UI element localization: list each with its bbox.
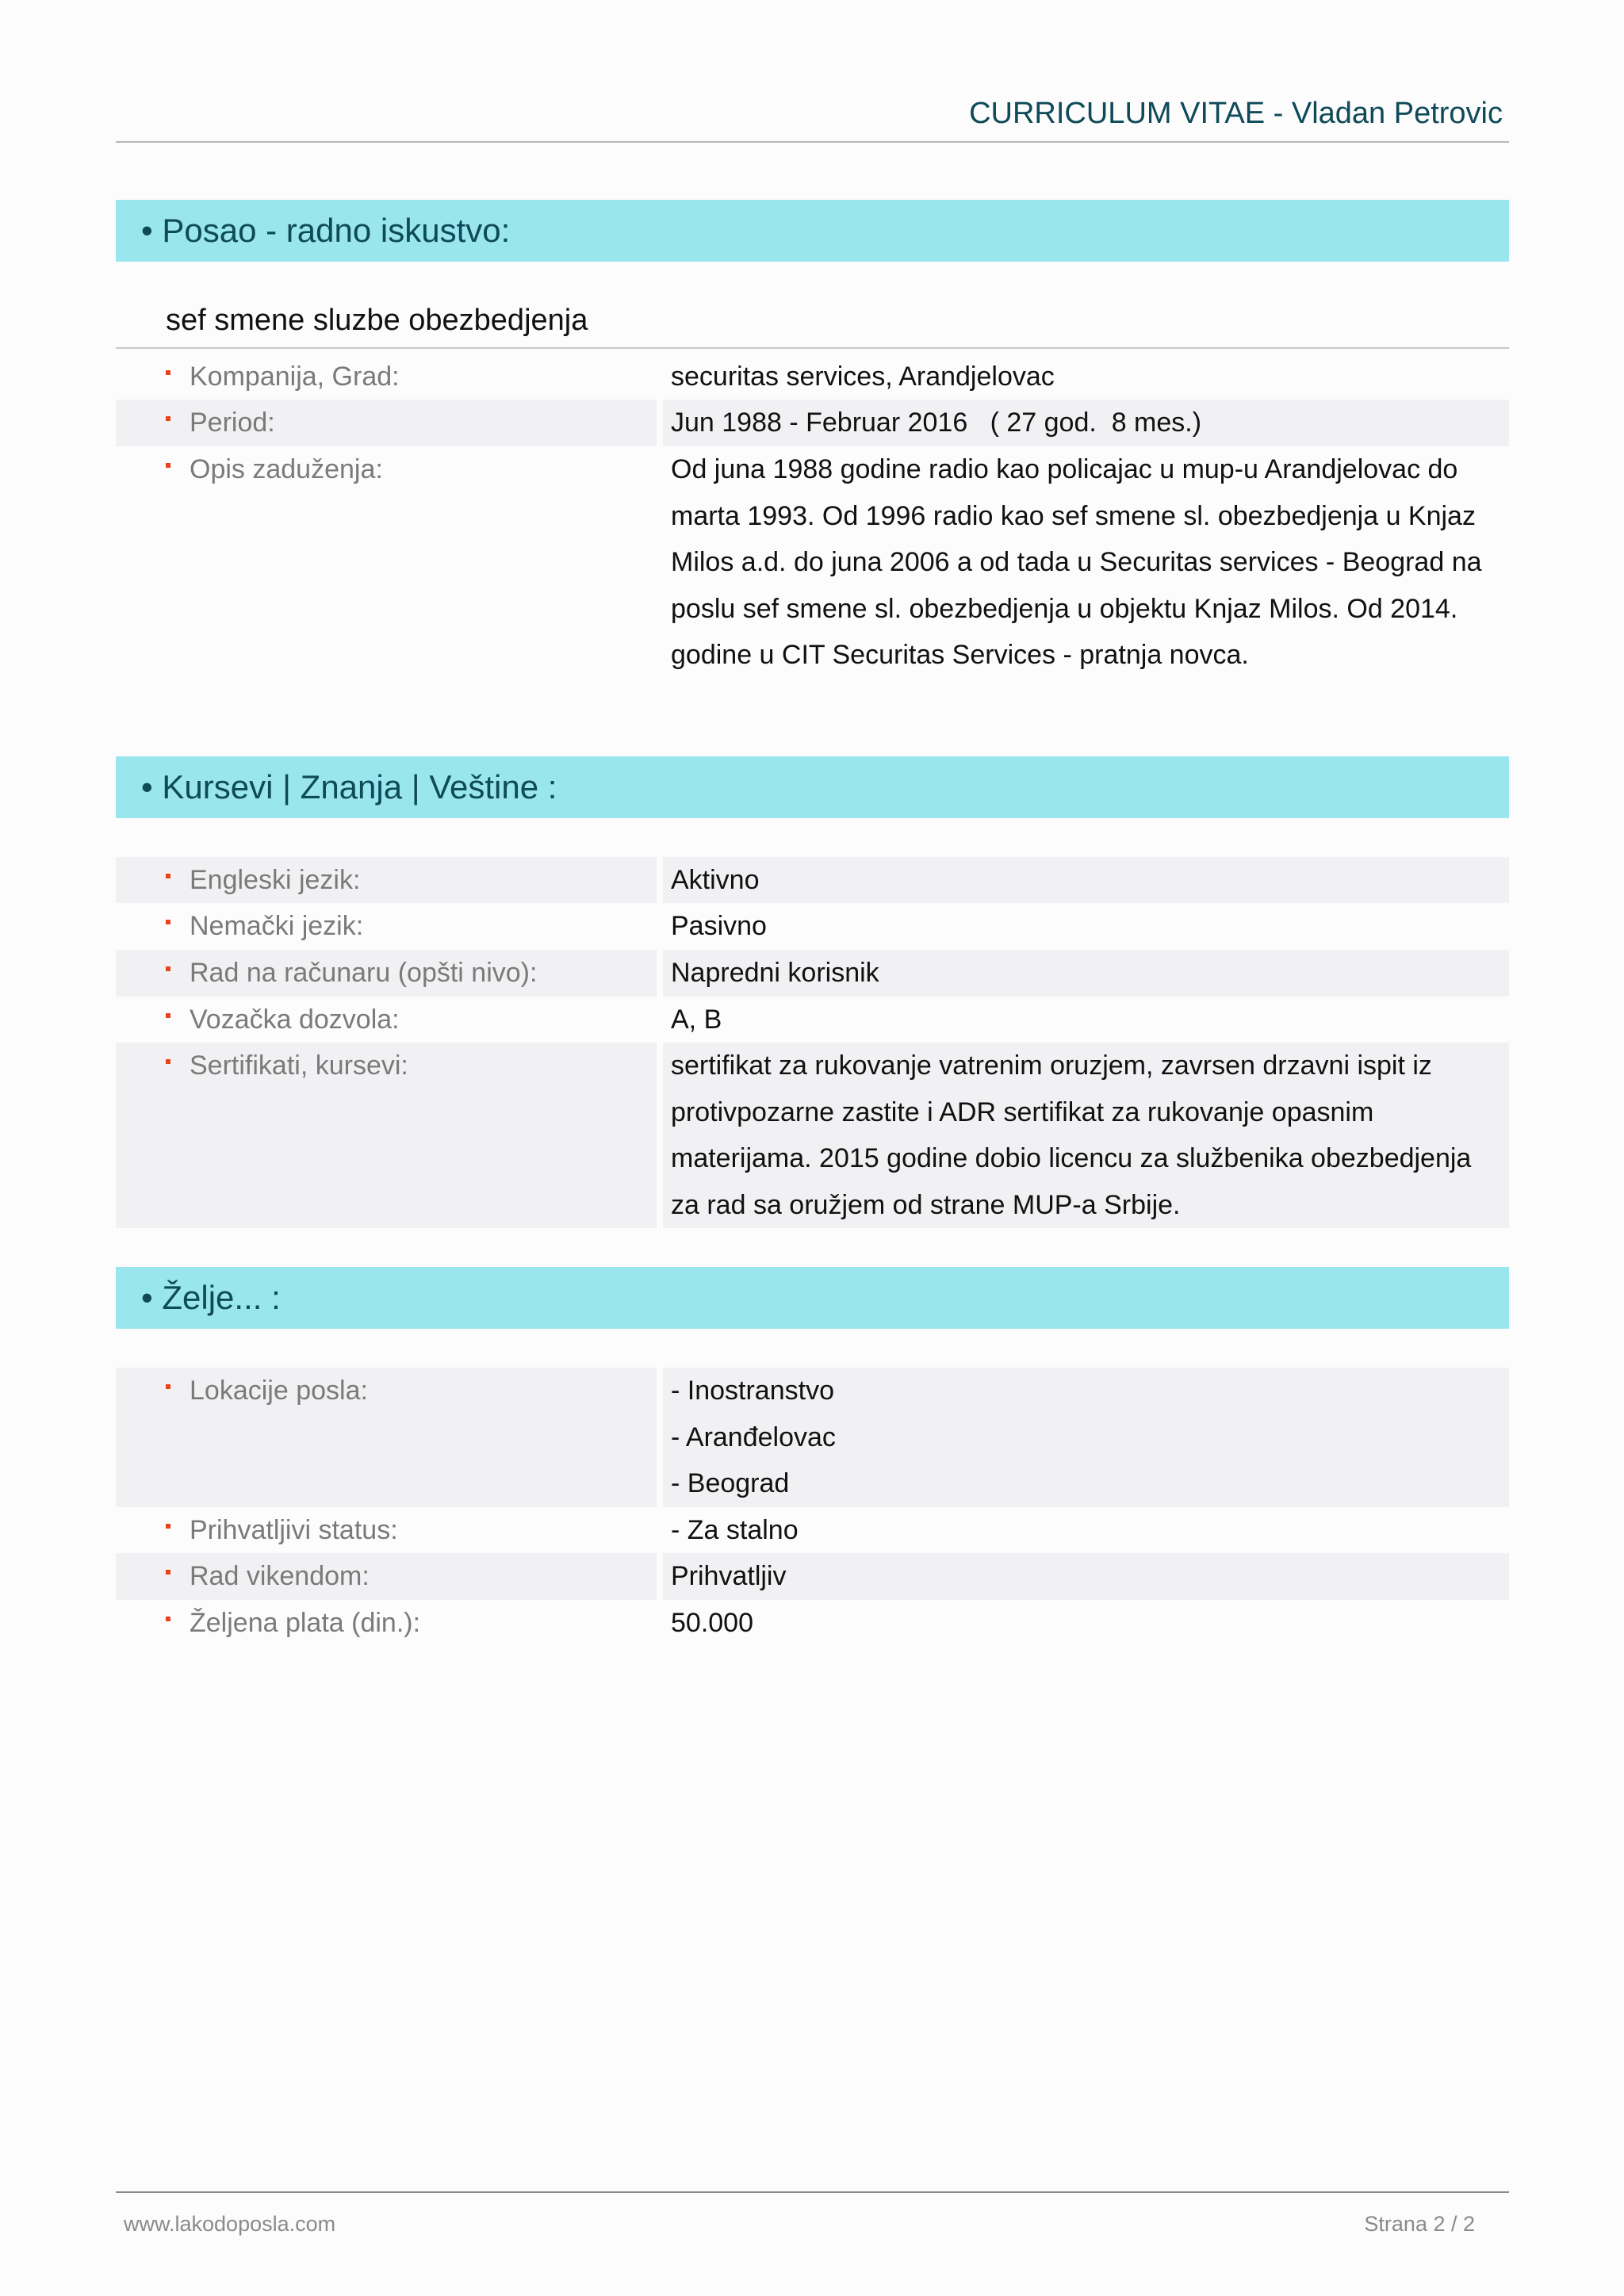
skills-row-english xyxy=(116,857,1509,903)
row-value: - Za stalno xyxy=(671,1515,799,1545)
job-title: sef smene sluzbe obezbedjenja xyxy=(166,304,588,337)
section-skills-title: • Kursevi | Znanja | Veštine : xyxy=(116,756,1509,818)
row-value: Od juna 1988 godine radio kao policajac u mup-u Arandjelovac do marta 1993. Od 1996 radio kao sef smene sl. obezbedjenja u Knjaz Milos a.d. do juna 2006 a od tada u Securitas services - Beograd na poslu sef smene sl. obezbedjenja u objektu Knjaz Milos. Od 2014. godine u CIT Securitas Services - pratnja novca. xyxy=(671,454,1482,670)
skills-row-computer xyxy=(116,950,1509,997)
wishes-row-locations xyxy=(116,1368,1509,1507)
bullet-icon xyxy=(166,416,170,421)
bullet-icon xyxy=(166,370,170,375)
row-value: Jun 1988 - Februar 2016 ( 27 god. 8 mes.) xyxy=(671,408,1202,438)
row-label: Engleski jezik: xyxy=(190,865,361,895)
bullet-icon xyxy=(166,1013,170,1018)
row-value: Pasivno xyxy=(671,911,767,941)
work-row-description xyxy=(116,446,1509,684)
skills-row-german xyxy=(116,903,1509,950)
bullet-icon xyxy=(166,463,170,468)
row-label: Nemački jezik: xyxy=(190,911,364,941)
bullet-icon xyxy=(166,1059,170,1064)
bullet-icon xyxy=(166,1524,170,1529)
row-label: Sertifikati, kursevi: xyxy=(190,1050,408,1081)
header-divider xyxy=(116,141,1509,143)
wishes-row-salary xyxy=(116,1600,1509,1646)
row-label: Period: xyxy=(190,408,275,438)
skills-row-license xyxy=(116,997,1509,1043)
work-row-period xyxy=(116,400,1509,446)
footer-page-number: Strana 2 / 2 xyxy=(1364,2212,1475,2236)
row-label: Opis zaduženja: xyxy=(190,454,383,484)
bullet-icon xyxy=(166,920,170,924)
wishes-row-status xyxy=(116,1507,1509,1553)
row-value: securitas services, Arandjelovac xyxy=(671,362,1055,392)
row-value: Aktivno xyxy=(671,865,760,895)
bullet-icon xyxy=(166,1384,170,1389)
row-value: - Inostranstvo - Aranđelovac - Beograd xyxy=(671,1376,836,1498)
footer-website: www.lakodoposla.com xyxy=(124,2212,336,2236)
wishes-row-weekend xyxy=(116,1553,1509,1600)
row-value: A, B xyxy=(671,1004,722,1035)
row-label: Željena plata (din.): xyxy=(190,1608,421,1638)
section-wishes-title: • Želje... : xyxy=(116,1267,1509,1329)
bullet-icon xyxy=(166,874,170,878)
row-value: 50.000 xyxy=(671,1608,753,1638)
row-label: Rad vikendom: xyxy=(190,1561,370,1591)
cv-header-title: CURRICULUM VITAE - Vladan Petrovic xyxy=(969,97,1503,130)
bullet-icon xyxy=(166,966,170,971)
row-label: Prihvatljivi status: xyxy=(190,1515,398,1545)
footer-divider xyxy=(116,2191,1509,2193)
job-divider xyxy=(116,347,1509,349)
bullet-icon xyxy=(166,1570,170,1575)
row-value: sertifikat za rukovanje vatrenim oruzjem, zavrsen drzavni ispit iz protivpozarne zastite i ADR sertifikat za rukovanje opasnim materijama. 2015 godine dobio licencu za službenika obezbedjenja za rad sa oružjem od strane MUP-a Srbije. xyxy=(671,1050,1472,1220)
row-value: Prihvatljiv xyxy=(671,1561,787,1591)
row-label: Kompanija, Grad: xyxy=(190,362,400,392)
row-label: Vozačka dozvola: xyxy=(190,1004,400,1035)
bullet-icon xyxy=(166,1617,170,1621)
skills-row-certificates xyxy=(116,1043,1509,1228)
row-value: Napredni korisnik xyxy=(671,958,879,988)
row-label: Lokacije posla: xyxy=(190,1376,368,1406)
row-label: Rad na računaru (opšti nivo): xyxy=(190,958,538,988)
work-row-company xyxy=(116,354,1509,400)
section-work-title: • Posao - radno iskustvo: xyxy=(116,200,1509,262)
